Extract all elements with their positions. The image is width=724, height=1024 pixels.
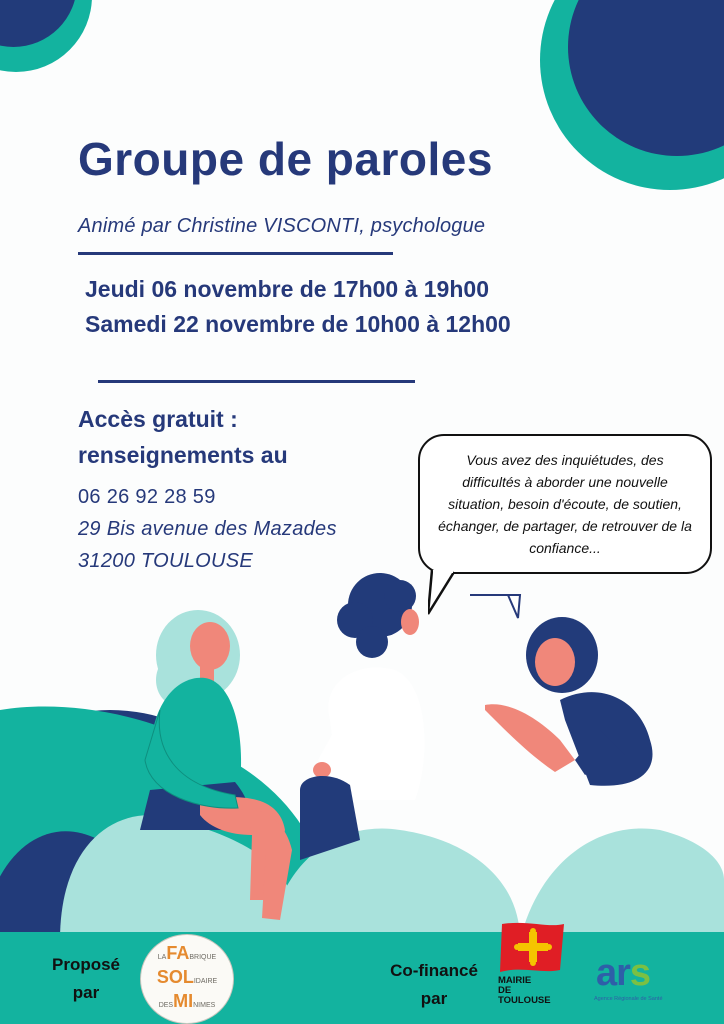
ars-s-letter: s (629, 952, 651, 994)
occitan-cross-flag-icon (498, 920, 568, 976)
ars-letters: ar (596, 952, 630, 994)
conversation-illustration (0, 560, 724, 940)
proposed-line-1: Proposé (51, 955, 121, 974)
cofinanced-line-2: par (420, 989, 448, 1008)
contact-phone: 06 26 92 28 59 (78, 486, 216, 508)
fab-des: DES (158, 1002, 174, 1009)
mairie-toulouse-logo (498, 920, 568, 1012)
speech-bubble: Vous avez des inquiétudes, des difficultés à aborder une nouvelle situation, besoin d'écoute, de soutien, échanger, de partager, de retrouver de la confiance... (418, 434, 712, 574)
proposed-line-2: par (72, 983, 100, 1002)
mairie-line-3: TOULOUSE (498, 995, 551, 1006)
fab-mi: MI (173, 991, 194, 1011)
session-date-1: Jeudi 06 novembre de 17h00 à 19h00 (85, 276, 489, 302)
access-heading (78, 401, 288, 473)
fab-brique: BRIQUE (189, 954, 217, 961)
speech-bubble-tail (428, 570, 458, 618)
woman-right-figure (485, 617, 653, 786)
address-line-2: 31200 TOULOUSE (78, 550, 254, 572)
mairie-line-1: MAIRIE (498, 975, 532, 986)
mairie-line-2: DE (498, 985, 512, 996)
fabrique-solidaire-logo (140, 934, 234, 1024)
fab-idaire: IDAIRE (193, 978, 218, 985)
divider-middle (98, 380, 415, 383)
proposed-by-label (38, 951, 134, 1007)
page-title: Groupe de paroles (78, 133, 493, 185)
facilitator-subtitle: Animé par Christine VISCONTI, psychologue (78, 215, 486, 237)
ars-subtitle: Agence Régionale de Santé (594, 996, 663, 1002)
address-line-1: 29 Bis avenue des Mazades (78, 518, 337, 540)
fab-fa: FA (166, 943, 190, 963)
person-middle-figure (300, 573, 425, 860)
fab-nimes: NIMES (193, 1002, 216, 1009)
fab-la: LA (157, 954, 167, 961)
fab-sol: SOL (156, 967, 194, 987)
access-line-1: Accès gratuit : (78, 406, 238, 432)
cofinanced-by-label (380, 957, 488, 1013)
divider-top (78, 252, 393, 255)
ars-logo (594, 954, 686, 1010)
session-date-2: Samedi 22 novembre de 10h00 à 12h00 (85, 311, 511, 337)
cofinanced-line-1: Co-financé (390, 961, 478, 980)
access-line-2: renseignements au (78, 442, 288, 468)
